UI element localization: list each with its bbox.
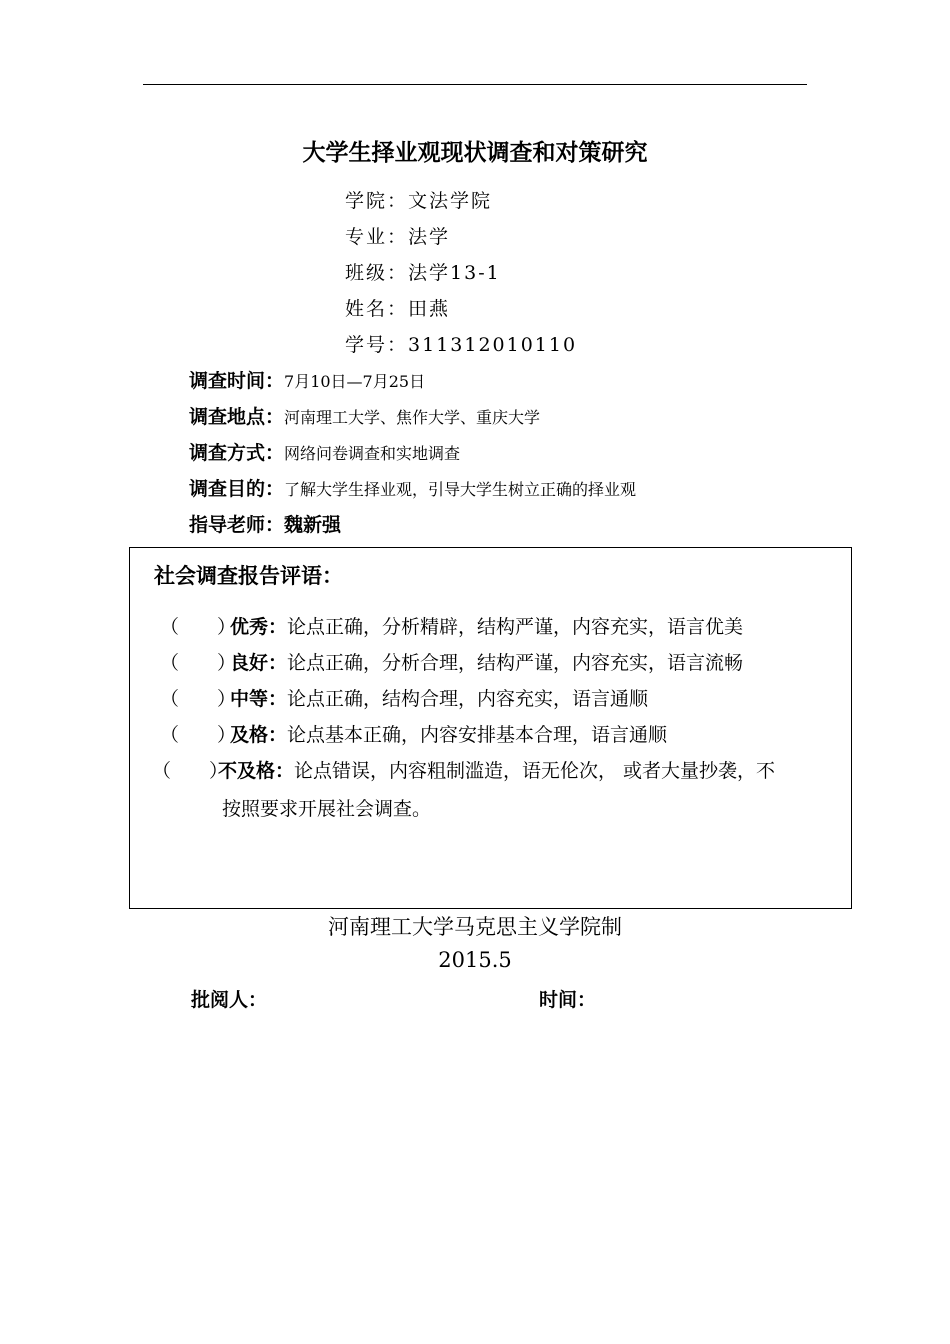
grade-good: （ ）良好：论点正确，分析合理，结构严谨，内容充实，语言流畅 (160, 652, 744, 674)
survey-time: 调查时间：7月10日—7月25日 (189, 370, 426, 392)
grade-excellent: （ ）优秀：论点正确，分析精辟，结构严谨，内容充实，语言优美 (160, 616, 744, 638)
review-title: 社会调查报告评语： (154, 564, 343, 588)
info-class: 班级：法学13-1 (345, 262, 501, 284)
info-college: 学院：文法学院 (345, 190, 493, 212)
grade-fail: （ ）不及格：论点错误，内容粗制滥造，语无伦次， 或者大量抄袭，不 (152, 760, 776, 782)
grade-medium: （ ）中等：论点正确，结构合理，内容充实，语言通顺 (160, 688, 649, 710)
survey-purpose: 调查目的：了解大学生择业观，引导大学生树立正确的择业观 (189, 478, 637, 500)
time-label: 时间： (539, 989, 597, 1011)
reviewer-label: 批阅人： (191, 989, 268, 1011)
grade-pass: （ ）及格：论点基本正确，内容安排基本合理，语言通顺 (160, 724, 668, 746)
info-student-id: 学号：311312010110 (345, 334, 578, 356)
footer-institution: 河南理工大学马克思主义学院制 (328, 915, 622, 939)
info-name: 姓名：田燕 (345, 298, 451, 320)
survey-method: 调查方式：网络问卷调查和实地调查 (189, 442, 461, 464)
document-title: 大学生择业观现状调查和对策研究 (302, 140, 648, 166)
survey-location: 调查地点：河南理工大学、焦作大学、重庆大学 (189, 406, 541, 428)
info-major: 专业：法学 (345, 226, 451, 248)
grade-fail-continued: 按照要求开展社会调查。 (222, 798, 432, 820)
header-rule (143, 84, 807, 85)
footer-date: 2015.5 (438, 948, 512, 972)
survey-advisor: 指导老师：魏新强 (189, 514, 342, 536)
